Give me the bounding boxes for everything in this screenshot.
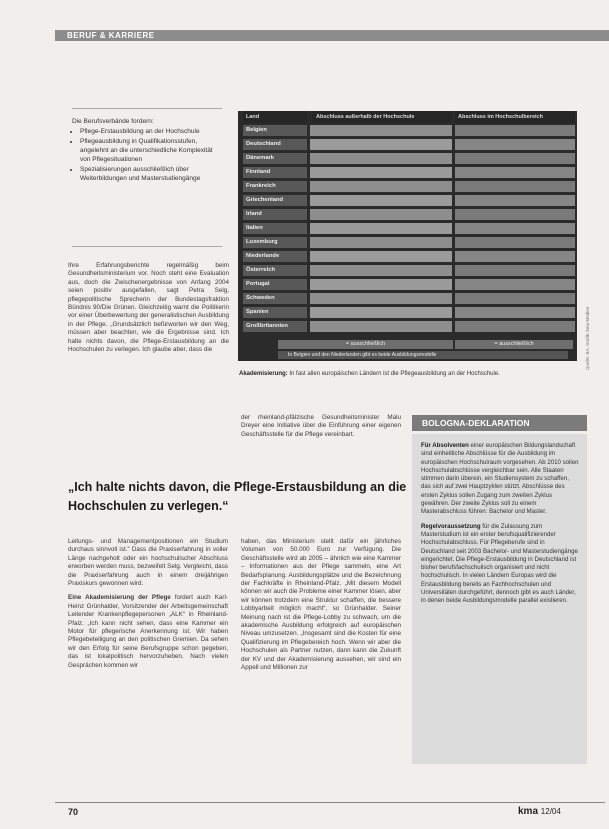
table-row	[240, 307, 575, 318]
bologna-sidebar	[412, 434, 587, 764]
footer-divider	[55, 802, 605, 803]
section-title: BERUF & KARRIERE	[67, 31, 155, 40]
article-text-mid-bottom: haben, das Ministerium stellt dafür ein jährliches Volumen von 50.000 Euro zur Verfügung. Die Geschäftsstelle wird ab 2005 – ähnlich wie eine Kammer – Informationen aus der Pflege sammeln, eine Art Bedarfsplanung. Ausbildungsplätze und die Bezeichnung der Fachkräfte in Rheinland-Pfalz. „Mit diesem Modell können wir auch die Probleme einer Kammer lösen, aber wir können trotzdem eine Struktur schaffen, die bessere Lobbyarbeit möglich macht“, so Grünhalder. Seiner Meinung nach ist die Pflege-Lobby zu schwach, um die akademische Ausbildung erfolgreich auf europäischen Niveau umzusetzen. „Insgesamt sind die Kosten für eine Qualifizierung im Pflegebereich hoch. Wenn wir aber die Hochschulen als Partner nutzen, dann kann die Zukunft der KV und der Akademisierung aussehen, wir sind ein Appell und Millionen zur	[241, 538, 401, 672]
outside-university-cell	[310, 125, 452, 136]
university-cell	[455, 181, 575, 192]
university-cell	[455, 223, 575, 234]
outside-university-cell	[310, 167, 452, 178]
table-caption	[239, 370, 574, 378]
table-row	[240, 139, 575, 150]
caption-text: In fast allen europäischen Ländern ist die Pflegeausbildung an der Hochschule.	[287, 371, 500, 377]
table-row	[240, 195, 575, 206]
legend-university: = ausschließlich	[455, 340, 573, 349]
table-header-university: Abschluss im Hochschulbereich	[455, 111, 575, 123]
table-row	[240, 237, 575, 248]
demands-lead: Die Berufsverbände fordern:	[72, 118, 154, 125]
demands-box	[72, 117, 222, 184]
country-label: Irland	[243, 209, 307, 220]
country-label: Niederlande	[243, 251, 307, 262]
university-cell	[455, 125, 575, 136]
table-row	[240, 265, 575, 276]
outside-university-cell	[310, 321, 452, 332]
outside-university-cell	[310, 237, 452, 248]
table-row	[240, 125, 575, 136]
article-text-left-top: Ihre Erfahrungsberichte regelmäßig beim Gesundheitsministerium vor. Noch steht eine Evaluation aus, doch die Zwischenergebnisse von Anfang 2004 seien positiv ausgefallen, sagt Petra Selg, pflegepolitische Sprecherin der Bundestagsfraktion Bündnis 90/Die Grünen. Gleichzeitig warnt die Politikerin vor einer Überbewertung der generalistischen Ausbildung in der Pflege. „Grundsätzlich befürworten wir den Weg, müssen aber beachten, wie die Ergebnisse sind. Ich halte nichts davon, die Pflege-Erstausbildung an die Hochschulen zu verlegen. Ich glaube aber, dass die	[68, 262, 229, 354]
country-label: Dänemark	[243, 153, 307, 164]
outside-university-cell	[310, 307, 452, 318]
bologna-lead: Für Absolventen	[421, 442, 469, 449]
caption-bold: Akademisierung:	[239, 371, 288, 377]
university-cell	[455, 153, 575, 164]
country-label: Deutschland	[243, 139, 307, 150]
outside-university-cell	[310, 209, 452, 220]
country-label: Schweden	[243, 293, 307, 304]
country-label: Österreich	[243, 265, 307, 276]
demands-list	[72, 127, 222, 183]
outside-university-cell	[310, 251, 452, 262]
page-number: 70	[68, 807, 79, 817]
bologna-paragraph	[421, 442, 579, 517]
table-footnote: In Belgien und den Niederlanden gibt es beide Ausbildungsmodelle	[278, 351, 568, 359]
outside-university-cell	[310, 153, 452, 164]
country-label: Belgien	[243, 125, 307, 136]
demand-item: • Pflege-Erstausbildung an der Hochschule	[80, 127, 222, 136]
country-label: Spanien	[243, 307, 307, 318]
table-row	[240, 293, 575, 304]
article-text-left-bottom	[68, 538, 228, 670]
table-row	[240, 251, 575, 262]
country-label: Italien	[243, 223, 307, 234]
bologna-title: BOLOGNA-DEKLARATION	[412, 415, 587, 431]
demand-item: • Pflegeausbildung in Qualifikationsstufen, angelehnt an die unterschiedliche Komplexität von Pflegesituationen	[80, 137, 222, 164]
university-cell	[455, 251, 575, 262]
university-cell	[455, 307, 575, 318]
bologna-paragraph	[421, 523, 579, 606]
table-header-land: Land	[243, 111, 307, 123]
outside-university-cell	[310, 293, 452, 304]
article-text-mid-top: der rheinland-pfälzische Gesundheitsminister Malu Dreyer eine Initiative über die Einführung einer eigenen Geschäftsstelle für die Pflege vereinbart.	[241, 414, 401, 438]
country-label: Großbritannien	[243, 321, 307, 332]
university-cell	[455, 195, 575, 206]
table-row	[240, 223, 575, 234]
legend-exclusive: = ausschließlich	[278, 340, 453, 349]
divider	[72, 246, 222, 247]
outside-university-cell	[310, 181, 452, 192]
demand-item: • Spezialisierungen ausschließlich über Weiterbildungen und Masterstudiengänge	[80, 165, 222, 183]
paragraph-heading: Eine Akademisierung der Pflege	[68, 594, 171, 602]
article-paragraph: fordert auch Karl-Heinz Grünhalder, Vorsitzender der Arbeitsgemeinschaft Leitender Krankenpflegepersonen „ALK“ in Rheinland-Pfalz. „Ich kann nicht sehen, dass eine Kammer ein Motor für pflegerische Anerkennung ist. Wir haben Pflegebeteiligung an den politischen Gremien. Da sehen wir den Erfolg für seine Berufsgruppe schon gegeben, das ist lokalpolitisch hervorzuheben. Nach vielen Gesprächen kommen wir	[68, 594, 228, 669]
section-header	[55, 30, 609, 41]
university-cell	[455, 265, 575, 276]
divider	[72, 108, 222, 109]
university-cell	[455, 237, 575, 248]
table-row	[240, 279, 575, 290]
university-cell	[455, 279, 575, 290]
table-row	[240, 167, 575, 178]
country-label: Finnland	[243, 167, 307, 178]
table-row	[240, 321, 575, 332]
bologna-text: für die Zulassung zum Masterstudium ist ein erster berufsqualifizierender Hochschulabschluss. Für Pflegeberufe sind in Deutschland seit 2003 Bachelor- und Masterstudiengänge eingerichtet. Die Pflege-Erstausbildung in Deutschland ist bisher berufsfachschulisch organisiert und nicht hochschulisch. In vielen Ländern Europas wird die Erstausbildung bereits an Fachhochschulen und Universitäten durchgeführt, dennoch gibt es auch Länder, in denen beide Ausbildungsmodelle parallel existieren.	[421, 522, 578, 605]
country-label: Portugal	[243, 279, 307, 290]
country-table	[238, 111, 577, 361]
bologna-lead: Regelvoraussetzung	[421, 522, 481, 530]
university-cell	[455, 293, 575, 304]
outside-university-cell	[310, 279, 452, 290]
magazine-issue	[518, 806, 561, 818]
country-label: Griechenland	[243, 195, 307, 206]
article-paragraph: Leitungs- und Managementpositionen ein Studium durchaus sinnvoll ist.“ Dass die Praxiserfahrung in voller Länge nachgeholt oder ein hochschulischer Abschluss erworben werden muss, bezweifelt Selg. Vergleicht, dass die Praxiserfahrung auch in einem dreijährigen Praxiskurs gewonnen wird.	[68, 538, 228, 588]
bologna-text: einer europäischen Bildungslandschaft sind einheitliche Abschlüsse für die Ausbildung im europäischen Hochschulraum vorgesehen. Ab 2010 sollen Hochschulabschlüsse vergleichbar sein. Alle Staaten stimmen darin überein, ein Studiensystem zu schaffen, das sich auf zwei Hauptzyklen stützt. Abschlüsse des ersten Zyklus sollen Zugang zum zweiten Zyklus gewähren. Der zweite Zyklus soll zu einem Masterabschluss führen: Bachelor und Master.	[421, 442, 579, 516]
pull-quote: „Ich halte nichts davon, die Pflege-Erstausbildung an die Hochschulen zu verlegen.“	[68, 480, 407, 513]
graphic-credit: Quelle: BA, Grafik: kma-Medien	[585, 306, 590, 370]
table-row	[240, 181, 575, 192]
outside-university-cell	[310, 195, 452, 206]
magazine-name: kma	[518, 806, 539, 817]
university-cell	[455, 321, 575, 332]
outside-university-cell	[310, 265, 452, 276]
country-label: Luxemburg	[243, 237, 307, 248]
university-cell	[455, 209, 575, 220]
country-label: Frankreich	[243, 181, 307, 192]
outside-university-cell	[310, 223, 452, 234]
university-cell	[455, 139, 575, 150]
outside-university-cell	[310, 139, 452, 150]
table-row	[240, 153, 575, 164]
table-row	[240, 209, 575, 220]
issue-number: 12/04	[540, 807, 561, 816]
table-header-outside: Abschluss außerhalb der Hochschule	[312, 111, 452, 123]
university-cell	[455, 167, 575, 178]
